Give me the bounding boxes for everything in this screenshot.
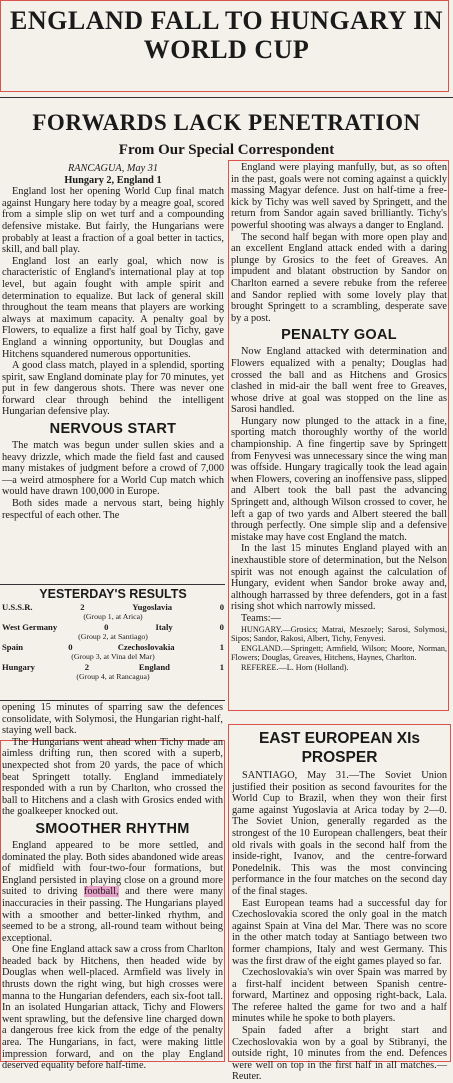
left-column-upper: [2, 163, 224, 581]
subhead: FORWARDS LACK PENETRATION: [32, 110, 421, 135]
body-paragraph: SANTIAGO, May 31.—The Soviet Union justified their position as second favourites for the World Cup to Brazil, when they won their first game against Yugoslavia at Arica today by 2—0. The Soviet Union, generally regarded as the strongest of the 10 European challengers, beat their old rivals with goals in the second half from the inside-right, Ivanov, and the centre-forward Ponedelnik. This was the most convincing performance in the four matches on the second day of the final stages.: [232, 770, 447, 897]
body-paragraph: In the last 15 minutes England played with an inexhaustible store of determination, but the Nelson spirit was not enough against the calculation of Hungary, evident when Sandor broke away and, although harrassed by three defenders, got in a fast rising shot which narrowly missed.: [231, 543, 447, 613]
body-paragraph: Czechoslovakia's win over Spain was marred by a first-half incident between Spanish centre-forward, Martinez and opposing right-back, Lala. The referee halted the game for two and a half minutes while he spoke to both players.: [232, 967, 447, 1025]
body-paragraph: Hungary now plunged to the attack in a fine, sporting match thoroughly worthy of the world championship. A fine fingertip save by Springett from Fenyvesi was unnecessary since the wing man was offside. Hungary tragically took the lead again when Flowers, covering an inoffensive pass, slipped and Albert took the ball past the advancing Springett and, although Wilson crossed to cover, he left a gap of two yards and Albert steered the ball through perfectly. One simple slip and a defensive mistake may have cost England the match.: [231, 415, 447, 543]
result-s1: 0: [104, 622, 109, 632]
result-row: [2, 642, 224, 652]
body-paragraph: England were playing manfully, but, as so often in the past, goals were not coming against a quickly massing Magyar defence. Just on half-time a free-kick by Tichy was well saved by Springett, and the return from Sandor again saved brilliantly. Tichy's powerful shooting was always a danger to England.: [231, 162, 447, 231]
result-venue: (Group 4, at Rancagua): [76, 672, 150, 681]
result-t1: West Germany: [2, 622, 58, 632]
result-t2: Czechoslovakia: [117, 642, 175, 652]
results-table: [2, 589, 224, 682]
body-paragraph: The second half began with more open play and an excellent England attack ended with a daring plunge by Grosics to the feet of Greaves. An impudent and blatant obstruction by Sandor on Charlton earned a severe rebuke from the referee and Sandor replied with some lovely play that brought Springett to a scrambling, desperate save by a post.: [231, 231, 447, 324]
result-t2: England: [138, 662, 170, 672]
highlighted-word: football,: [83, 886, 119, 898]
section-heading-nervous: NERVOUS START: [49, 421, 177, 438]
result-s1: 2: [84, 662, 90, 672]
result-s2: 0: [219, 622, 224, 632]
result-t1: Spain: [2, 642, 24, 652]
east-headline: EAST EUROPEAN XIs PROSPER: [258, 730, 421, 766]
result-s2: 1: [219, 642, 224, 652]
body-paragraph: Spain faded after a bright start and Czechoslovakia won by a goal by Stibranyi, the outside right, 10 minutes from the end. Defences were well on top in the first half in all matches.—Reuter.: [232, 1025, 447, 1083]
body-paragraph: England appeared to be more settled, and dominated the play. Both sides abandoned wide areas of midfield with four-two-four formations, but England persisted in playing close on a ground more suited to driving football, and there were many inaccuracies in their passing. The Hungarians played with a smoother and better-linked rhythm, and seemed to be a strong, all-round team without being exceptional.: [2, 839, 223, 944]
east-article: [232, 729, 447, 1083]
teams-hungary: HUNGARY.—Grosics; Matrai, Meszoely; Sarosi, Solymosi, Sipos; Sandor, Rakosi, Albert, Tichy, Fenyvesi.: [231, 624, 447, 644]
section-heading-smoother: SMOOTHER RHYTHM: [35, 820, 190, 837]
result-s1: 0: [68, 642, 73, 652]
body-paragraph: A good class match, played in a splendid, sporting spirit, saw England dominate play for 70 minutes, yet put in few dangerous shots. There was never one forward clear through behind the intelligent Hungarian defensive play.: [2, 360, 224, 418]
results-rule-top: [0, 584, 225, 585]
body-paragraph: The match was begun under sullen skies and a heavy drizzle, which made the field fast and caused many mistakes of judgment before a crowd of 7,000—a weird atmosphere for a World Cup match which would have drawn 100,000 in Europe.: [2, 440, 224, 498]
body-paragraph: opening 15 minutes of sparring saw the defences consolidate, with Solymosi, the Hungarian right-half, staying well back.: [2, 702, 223, 737]
body-paragraph: The Hungarians went ahead when Tichy made an aimless drifting run, then scored with a superb, unexpected shot from 20 yards, the pace of which beat Springett totally. England immediately responded with a run by Charlton, who crossed the ball to Hitchens and a clash with Grosics ended with the goalkeeper knocked out.: [2, 736, 223, 818]
result-s1: 2: [80, 602, 85, 612]
section-heading-penalty: PENALTY GOAL: [281, 327, 397, 344]
result-row: [2, 662, 224, 672]
result-t2: Italy: [155, 622, 173, 632]
dateline: RANCAGUA, May 31: [67, 163, 159, 174]
result-t2: Yugoslavia: [132, 602, 173, 612]
teams-england: ENGLAND.—Springett; Armfield, Wilson; Moore, Norman, Flowers; Douglas, Greaves, Hitchens, Haynes, Charlton.: [231, 643, 447, 663]
result-row: [2, 622, 224, 632]
result-s2: 1: [219, 662, 224, 672]
body-paragraph: East European teams had a successful day for Czechoslovakia scored the only goal in the match against Spain at Vina del Mar. There was no score in the other match today at Santiago between two former champions, Italy and west Germany. This was the first draw of the eight games played so far.: [232, 897, 447, 967]
body-paragraph: England lost an early goal, which now is characteristic of England's international play at top level, but again fought with ample spirit and determination to equalize. But lack of general skill throughout the team means that players are working always at maximum capacity. A penalty goal by Flowers, to equalize a first half goal by Tichy, gave England a winning opportunity, but Douglas and Hitchens squandered numerous opportunities.: [2, 255, 224, 360]
result-s2: 0: [219, 602, 224, 612]
results-title: YESTERDAY'S RESULTS: [39, 587, 187, 601]
result-row: [2, 602, 224, 612]
result-venue: (Group 2, at Santiago): [78, 632, 148, 641]
body-paragraph: Now England attacked with determination and Flowers equalized with a penalty; Douglas had crossed the ball and as Hitchens and Grosics clashed in mid-air the ball went free to Greaves, whose drive at goal was stopped on the line as Sarosi handled.: [231, 346, 447, 416]
body-paragraph: Both sides made a nervous start, being highly respectful of each other. The: [2, 498, 224, 521]
rule-1: [0, 97, 453, 98]
right-column: [231, 162, 447, 709]
referee: REFEREE.—L. Horn (Holland).: [241, 662, 349, 672]
body-paragraph: England lost her opening World Cup final match against Hungary here today by a meagre goal, scored from a simple slip on wet turf and a compounding defensive mistake. But fairly, the Hungarians were probably at least a fraction of a goal better in tactics, skill, and ball play.: [2, 186, 224, 256]
result-t1: Hungary: [2, 662, 35, 672]
left-column-lower: [2, 702, 223, 1072]
correspondent-line: From Our Special Correspondent: [118, 142, 335, 158]
teams-label: Teams:—: [241, 612, 281, 624]
score-line: Hungary 2, England 1: [64, 174, 162, 186]
result-venue: (Group 1, at Arica): [83, 612, 143, 621]
result-venue: (Group 3, at Vina del Mar): [71, 652, 155, 661]
headline: ENGLAND FALL TO HUNGARY IN WORLD CUP: [10, 6, 443, 64]
result-t1: U.S.S.R.: [2, 602, 33, 612]
body-paragraph: One fine England attack saw a cross from Charlton headed back by Hitchens, then headed wide by Douglas when well-placed. Armfield was lively in thrusts down the right wing, but high crosses were manna to the Hungarian defenders, each six-foot tall. In an isolated Hungarian attack, Tichy and Flowers went sprawling, but the defensive line charged down a dangerous free kick from the edge of the penalty area. The Hungarians, in fact, were making little impression forward, and on the play England deserved equality before half-time.: [2, 944, 223, 1072]
results-rule-bottom: [0, 700, 225, 701]
